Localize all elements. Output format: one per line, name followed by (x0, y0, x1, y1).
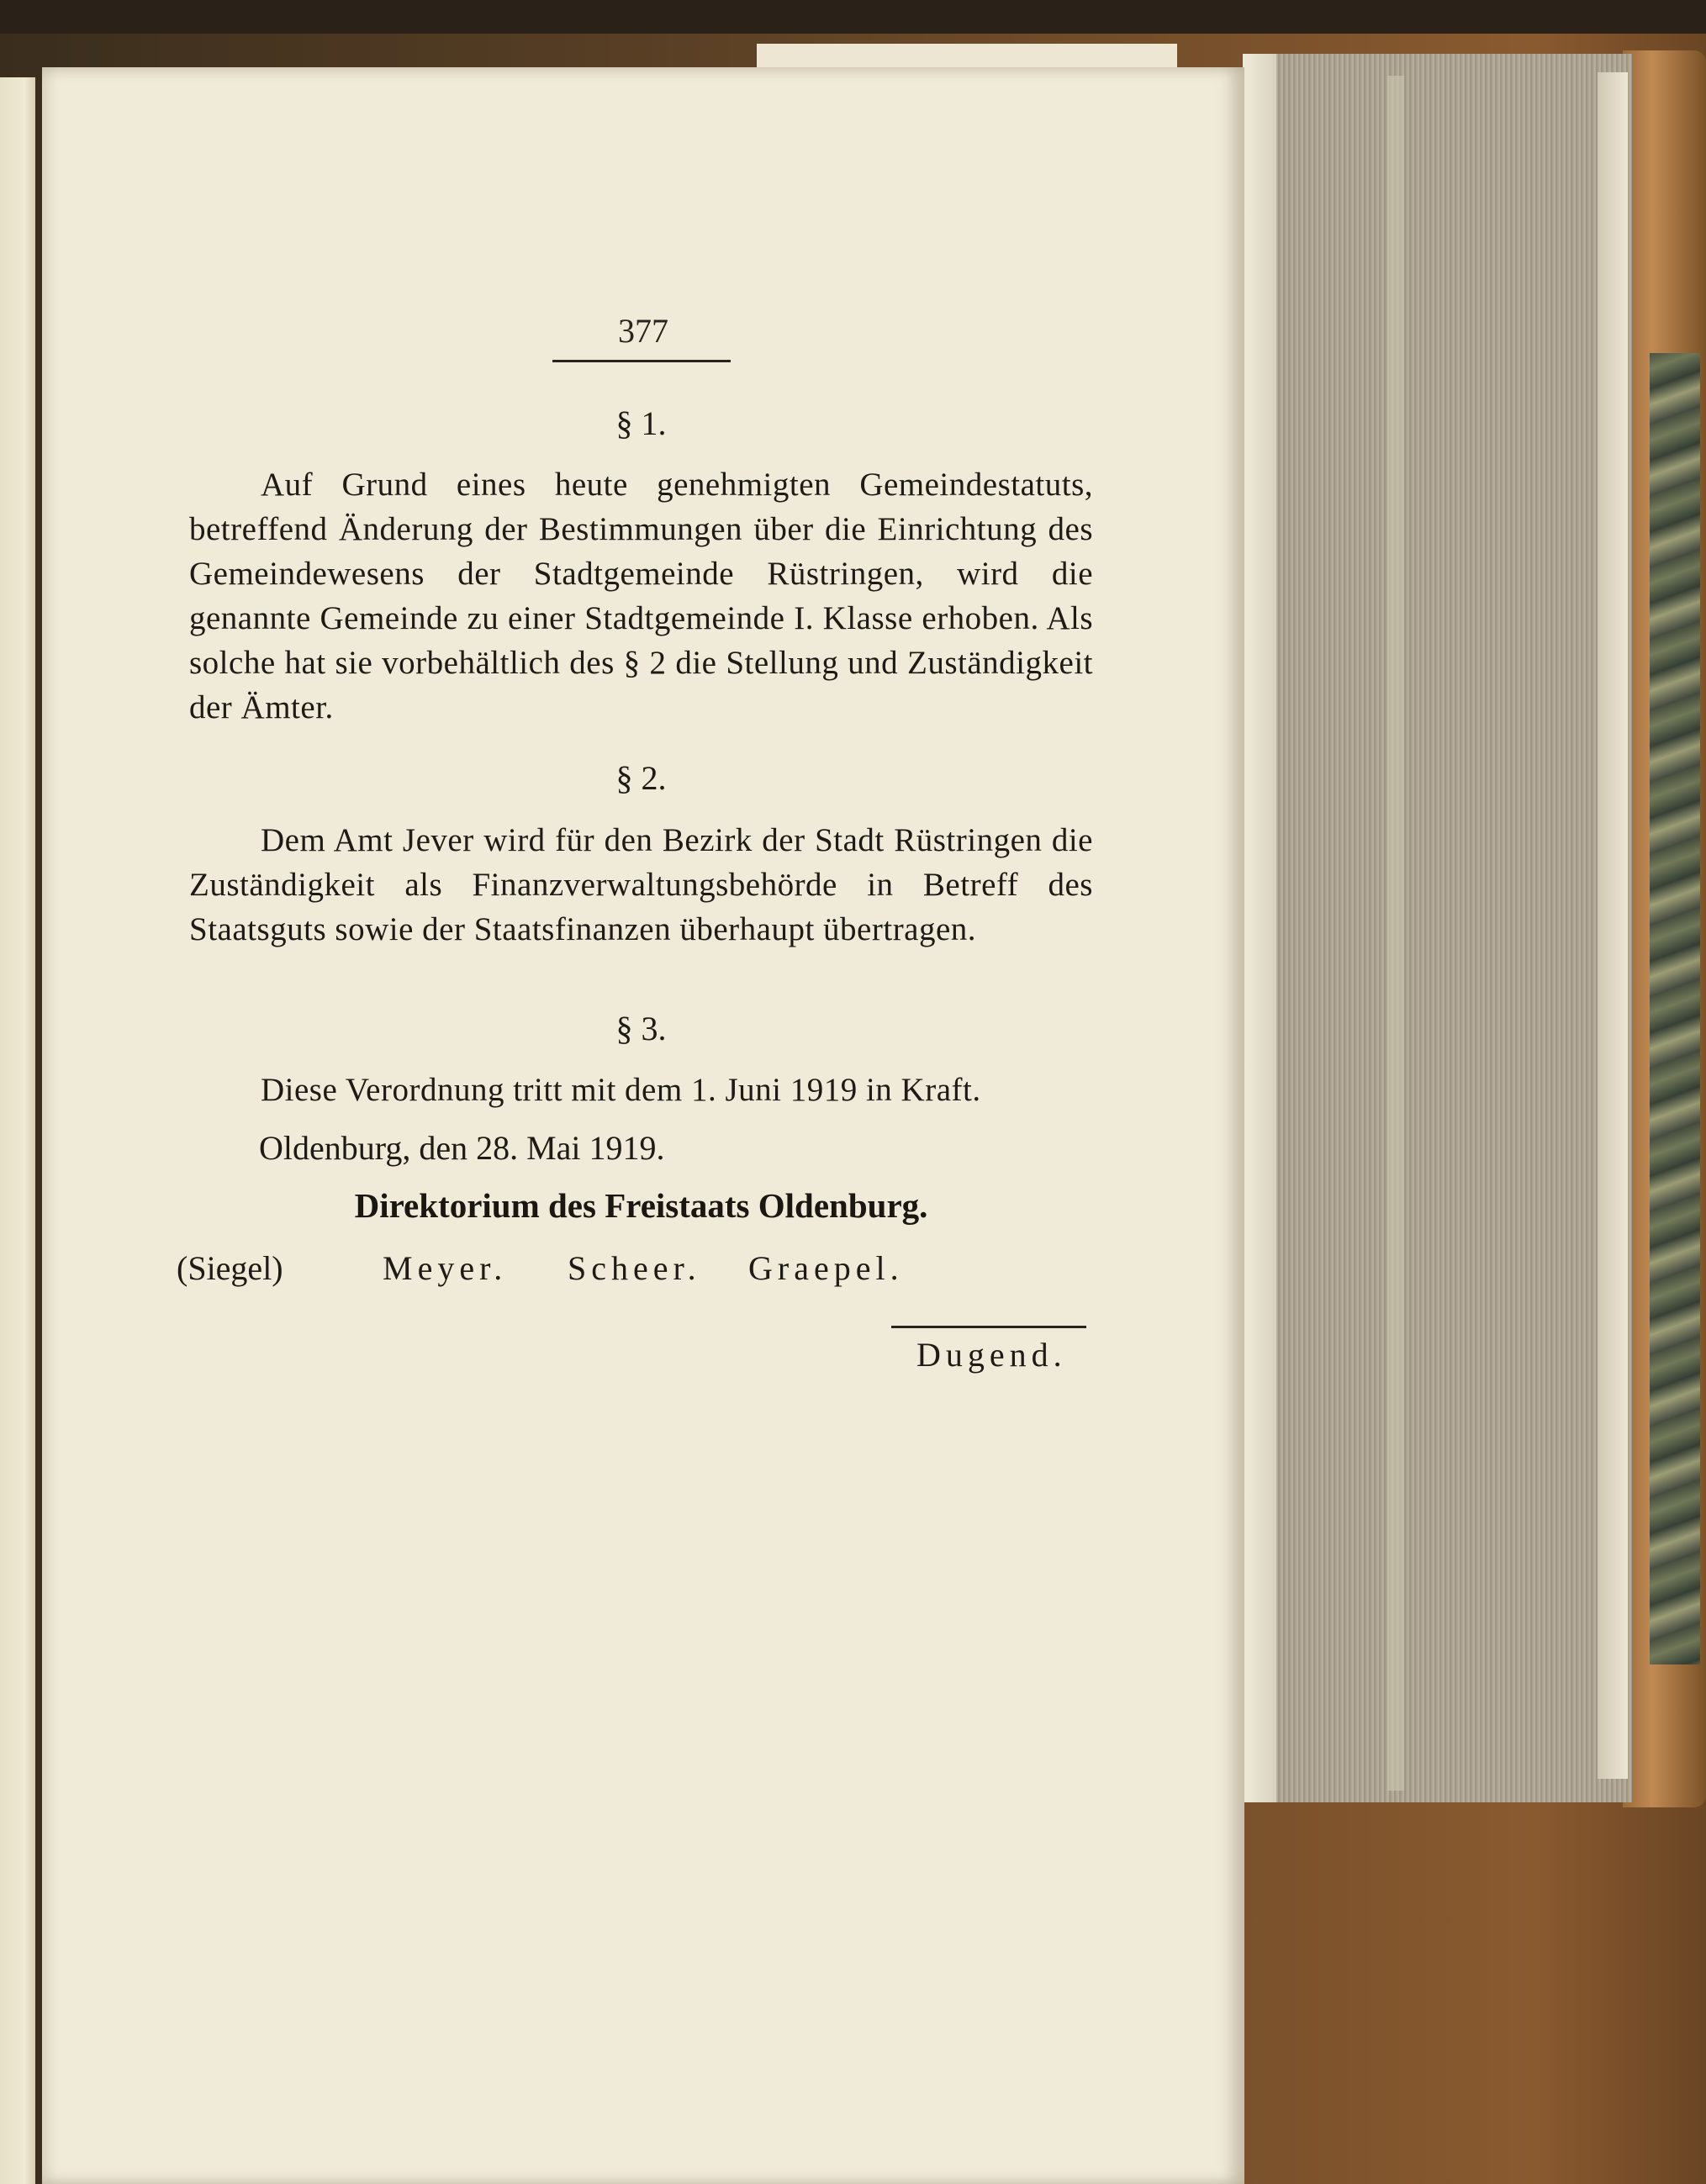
countersign: Dugend. (916, 1336, 1067, 1374)
page-block-band (1387, 76, 1404, 1791)
section-2-heading: § 2. (615, 759, 667, 797)
signature-row (177, 1248, 1101, 1299)
page-block-edge-light (1243, 54, 1276, 1802)
book-page (42, 67, 1244, 2184)
page-number: 377 (618, 312, 668, 350)
section-3-text: Diese Verordnung tritt mit dem 1. Juni 1919 in Kraft. (261, 1072, 981, 1108)
countersign-rule (891, 1326, 1086, 1328)
section-1-heading: § 1. (615, 404, 667, 442)
signer-2: Scheer. (568, 1249, 701, 1287)
section-2-text: Dem Amt Jever wird für den Bezirk der Stadt Rüstringen die Zuständigkeit als Finanzverwaltungsbehörde in Betreff des Staatsguts sowie der Staatsfinanzen überhaupt übertragen. (189, 822, 1093, 947)
page-block-end (1598, 72, 1628, 1779)
signer-3: Graepel. (748, 1249, 904, 1287)
seal-label: (Siegel) (177, 1249, 283, 1287)
signer-1: Meyer. (383, 1249, 508, 1287)
place-and-date: Oldenburg, den 28. Mai 1919. (259, 1129, 665, 1167)
issuing-authority: Direktorium des Freistaats Oldenburg. (354, 1186, 928, 1225)
left-page-sliver (0, 77, 35, 2184)
marbled-cover-pattern (1650, 353, 1700, 1664)
page-number-rule (552, 360, 731, 362)
page-top-strip (757, 44, 1177, 69)
section-3-heading: § 3. (615, 1010, 667, 1047)
page-block-edges (1243, 54, 1632, 1802)
section-1-text: Auf Grund eines heute genehmigten Gemeindestatuts, betreffend Änderung der Bestimmungen über die Einrichtung des Gemeindewesens der Stadtgemeinde Rüstringen, wird die genannte Gemeinde zu einer Stadtgemeinde I. Klasse erhoben. Als solche hat sie vorbehältlich des § 2 die Stellung und Zuständigkeit der Ämter. (189, 467, 1093, 725)
